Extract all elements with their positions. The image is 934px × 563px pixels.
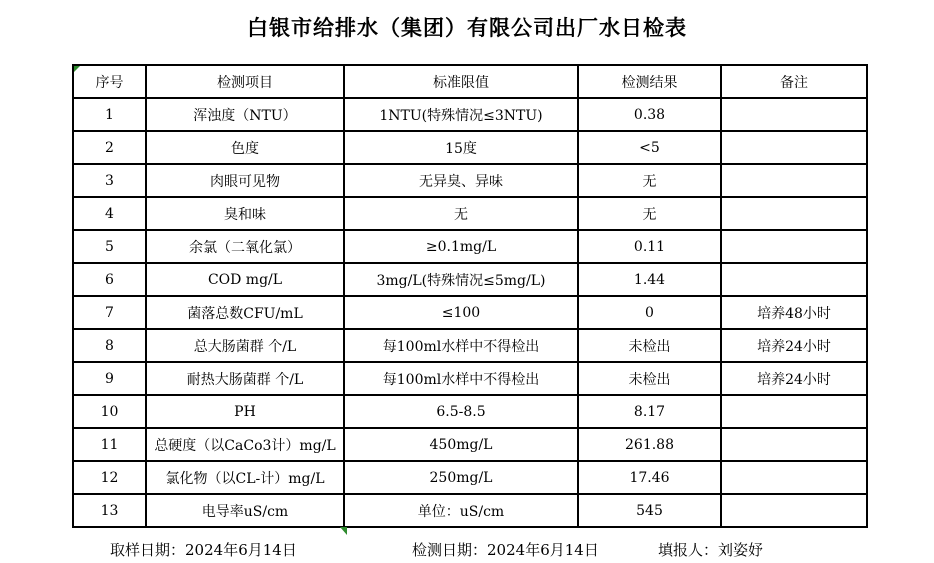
cell-limit: 6.5-8.5 bbox=[344, 395, 578, 428]
cell-no: 8 bbox=[73, 329, 146, 362]
cell-item: 菌落总数CFU/mL bbox=[146, 296, 344, 329]
test-date-label: 检测日期： bbox=[412, 541, 488, 559]
table-row bbox=[73, 395, 867, 428]
cell-item: 耐热大肠菌群 个/L bbox=[146, 362, 344, 395]
cell-remark: 培养24小时 bbox=[721, 362, 867, 395]
test-date bbox=[412, 539, 599, 560]
col-header-result: 检测结果 bbox=[578, 65, 721, 98]
cell-limit: 单位：uS/cm bbox=[344, 494, 578, 527]
cell-item: 余氯（二氧化氯） bbox=[146, 230, 344, 263]
col-header-remark: 备注 bbox=[721, 65, 867, 98]
cell-limit: ≥0.1mg/L bbox=[344, 230, 578, 263]
cell-no: 11 bbox=[73, 428, 146, 461]
table-row bbox=[73, 98, 867, 131]
table-row bbox=[73, 164, 867, 197]
cell-no: 2 bbox=[73, 131, 146, 164]
cell-item: 肉眼可见物 bbox=[146, 164, 344, 197]
cell-limit: ≤100 bbox=[344, 296, 578, 329]
cell-limit: 每100ml水样中不得检出 bbox=[344, 362, 578, 395]
cell-remark: 培养24小时 bbox=[721, 329, 867, 362]
cell-limit: 3mg/L(特殊情况≤5mg/L) bbox=[344, 263, 578, 296]
test-date-value: 2024年6月14日 bbox=[487, 541, 599, 559]
cell-limit: 无异臭、异味 bbox=[344, 164, 578, 197]
cell-result: 未检出 bbox=[578, 362, 721, 395]
reporter-label: 填报人： bbox=[658, 541, 719, 559]
cell-result: 无 bbox=[578, 197, 721, 230]
cell-no: 6 bbox=[73, 263, 146, 296]
cell-result: 1.44 bbox=[578, 263, 721, 296]
green-corner-artifact-icon bbox=[74, 66, 80, 72]
cell-item: 总硬度（以CaCo3计）mg/L bbox=[146, 428, 344, 461]
cell-result: <5 bbox=[578, 131, 721, 164]
table-row bbox=[73, 494, 867, 527]
cell-limit: 无 bbox=[344, 197, 578, 230]
cell-no: 12 bbox=[73, 461, 146, 494]
cell-result: 261.88 bbox=[578, 428, 721, 461]
cell-no: 9 bbox=[73, 362, 146, 395]
table-row bbox=[73, 362, 867, 395]
cell-result: 8.17 bbox=[578, 395, 721, 428]
sample-date bbox=[110, 539, 297, 560]
cell-remark bbox=[721, 263, 867, 296]
cell-no: 13 bbox=[73, 494, 146, 527]
cell-no: 4 bbox=[73, 197, 146, 230]
cell-result: 0 bbox=[578, 296, 721, 329]
cell-result: 17.46 bbox=[578, 461, 721, 494]
cell-result: 545 bbox=[578, 494, 721, 527]
cell-remark bbox=[721, 494, 867, 527]
table-row bbox=[73, 461, 867, 494]
table-row bbox=[73, 329, 867, 362]
table-row bbox=[73, 296, 867, 329]
inspection-table bbox=[72, 64, 866, 528]
cell-remark bbox=[721, 197, 867, 230]
cell-no: 10 bbox=[73, 395, 146, 428]
cell-no: 7 bbox=[73, 296, 146, 329]
cell-no: 5 bbox=[73, 230, 146, 263]
page-title: 白银市给排水（集团）有限公司出厂水日检表 bbox=[247, 15, 687, 40]
cell-remark bbox=[721, 395, 867, 428]
green-triangle-artifact-icon bbox=[340, 527, 347, 535]
table-row bbox=[73, 230, 867, 263]
cell-remark bbox=[721, 461, 867, 494]
cell-item: 总大肠菌群 个/L bbox=[146, 329, 344, 362]
cell-limit: 250mg/L bbox=[344, 461, 578, 494]
cell-remark: 培养48小时 bbox=[721, 296, 867, 329]
col-header-limit: 标准限值 bbox=[344, 65, 578, 98]
cell-remark bbox=[721, 131, 867, 164]
cell-remark bbox=[721, 428, 867, 461]
cell-remark bbox=[721, 164, 867, 197]
cell-limit: 每100ml水样中不得检出 bbox=[344, 329, 578, 362]
cell-remark bbox=[721, 230, 867, 263]
cell-item: 臭和味 bbox=[146, 197, 344, 230]
cell-result: 0.38 bbox=[578, 98, 721, 131]
table-row bbox=[73, 263, 867, 296]
cell-item: 浑浊度（NTU） bbox=[146, 98, 344, 131]
cell-no: 3 bbox=[73, 164, 146, 197]
cell-item: COD mg/L bbox=[146, 263, 344, 296]
cell-item: 氯化物（以CL-计）mg/L bbox=[146, 461, 344, 494]
reporter bbox=[658, 539, 763, 560]
cell-limit: 15度 bbox=[344, 131, 578, 164]
cell-item: PH bbox=[146, 395, 344, 428]
table-row bbox=[73, 197, 867, 230]
cell-item: 电导率uS/cm bbox=[146, 494, 344, 527]
cell-result: 无 bbox=[578, 164, 721, 197]
cell-result: 未检出 bbox=[578, 329, 721, 362]
cell-result: 0.11 bbox=[578, 230, 721, 263]
cell-remark bbox=[721, 98, 867, 131]
reporter-value: 刘姿妤 bbox=[718, 541, 764, 559]
col-header-no: 序号 bbox=[73, 65, 146, 98]
cell-no: 1 bbox=[73, 98, 146, 131]
cell-limit: 1NTU(特殊情况≤3NTU) bbox=[344, 98, 578, 131]
sample-date-label: 取样日期： bbox=[110, 541, 186, 559]
cell-item: 色度 bbox=[146, 131, 344, 164]
table-row bbox=[73, 428, 867, 461]
header-row bbox=[73, 65, 867, 98]
cell-limit: 450mg/L bbox=[344, 428, 578, 461]
col-header-item: 检测项目 bbox=[146, 65, 344, 98]
sample-date-value: 2024年6月14日 bbox=[185, 541, 297, 559]
table-row bbox=[73, 131, 867, 164]
